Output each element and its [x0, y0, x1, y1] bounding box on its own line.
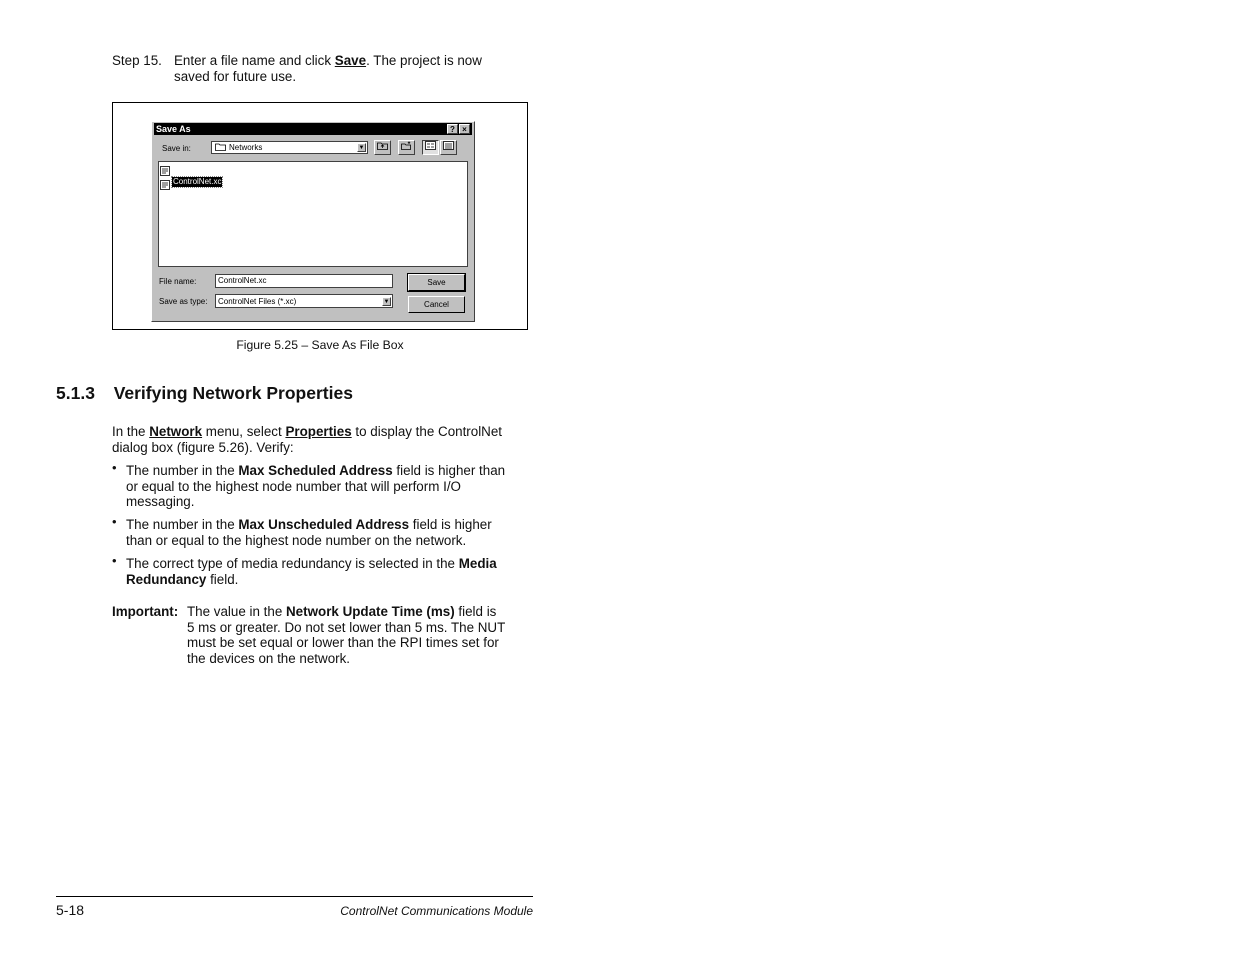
important-line2: 5 ms or greater. Do not set lower than 5 ms. The NUT — [187, 619, 506, 635]
bullet-3-line2-bold: Redundancy — [126, 571, 207, 587]
intro-text-b: menu, select — [202, 424, 286, 439]
bullet-2-text-b: field is higher — [409, 517, 492, 532]
important-text-a: The value in the — [187, 604, 287, 619]
bullet-3 — [126, 556, 536, 587]
file-name-input[interactable]: ControlNet.xc — [215, 274, 393, 288]
important-text — [187, 604, 532, 666]
save-as-type-dropdown[interactable] — [215, 294, 393, 308]
bullet-3-text-a: The correct type of media redundancy is selected in the — [126, 556, 459, 571]
file-list-item-2: ControlNet.xc — [173, 177, 222, 186]
chevron-down-icon[interactable]: ▼ — [358, 145, 365, 151]
footer-title: ControlNet Communications Module — [340, 904, 533, 918]
bullet-1-line2: or equal to the highest node number that will perform I/O — [126, 478, 461, 494]
important-line4: the devices on the network. — [187, 650, 351, 666]
dialog-titlebar — [154, 123, 472, 135]
bullet-2-line2: than or equal to the highest node number on the network. — [126, 532, 467, 548]
bullet-1-bold: Max Scheduled Address — [238, 463, 393, 478]
section-number: 5.1.3 — [56, 383, 95, 403]
bullet-1-text-a: The number in the — [126, 463, 239, 478]
intro-text-line2: dialog box (figure 5.26). Verify: — [112, 439, 294, 455]
important-label: Important: — [112, 604, 179, 619]
intro-paragraph — [112, 424, 532, 455]
cancel-button[interactable]: Cancel — [408, 296, 465, 313]
file-icon — [160, 177, 170, 195]
step-text-c: . The project is now — [366, 53, 482, 68]
step-text — [174, 53, 534, 84]
step-text-line2: saved for future use. — [174, 68, 297, 84]
file-list[interactable] — [158, 161, 468, 267]
bullet-2-bold: Max Unscheduled Address — [238, 517, 410, 532]
save-as-dialog — [151, 121, 475, 322]
intro-text-a: In the — [112, 424, 150, 439]
properties-ref: Properties — [285, 424, 352, 439]
dialog-title: Save As — [156, 124, 191, 134]
save-in-value: Networks — [229, 143, 263, 152]
bullet-3-line2: field. — [206, 571, 239, 587]
list-view-icon[interactable] — [422, 140, 439, 155]
page-number: 5-18 — [56, 902, 85, 918]
important-line3: must be set equal or lower than the RPI times set for — [187, 635, 499, 651]
bullet-dot-icon: • — [112, 514, 117, 529]
step-label: Step 15. — [112, 53, 162, 68]
save-in-label: Save in: — [162, 144, 191, 153]
save-button[interactable]: Save — [408, 274, 465, 291]
footer-rule — [56, 896, 533, 897]
bullet-1-line3: messaging. — [126, 494, 195, 510]
bullet-2-text-a: The number in the — [126, 517, 239, 532]
bullet-1 — [126, 463, 536, 510]
bullet-dot-icon: • — [112, 553, 117, 568]
new-folder-icon[interactable] — [398, 140, 415, 155]
important-text-b: field is — [454, 604, 497, 619]
bullet-1-text-b: field is higher than — [392, 463, 506, 478]
section-heading — [56, 383, 353, 403]
bullet-dot-icon: • — [112, 460, 117, 475]
bullet-2 — [126, 517, 536, 548]
step-save-word: Save — [334, 53, 367, 68]
figure-caption: Figure 5.25 – Save As File Box — [236, 338, 404, 352]
up-folder-icon[interactable] — [374, 140, 391, 155]
file-name-label: File name: — [159, 277, 197, 286]
folder-icon — [215, 142, 226, 154]
intro-text-c: to display the ControlNet — [351, 424, 503, 439]
details-view-icon[interactable] — [440, 140, 457, 155]
save-as-type-value: ControlNet Files (*.xc) — [218, 297, 297, 306]
save-as-type-label: Save as type: — [159, 297, 208, 306]
section-title: Verifying Network Properties — [113, 383, 353, 403]
help-icon[interactable]: ? — [447, 124, 458, 134]
close-icon[interactable]: × — [459, 124, 470, 134]
save-in-dropdown[interactable] — [211, 141, 368, 154]
chevron-down-icon[interactable]: ▼ — [383, 299, 390, 305]
step-text-a: Enter a file name and click — [174, 53, 335, 68]
network-menu-ref: Network — [149, 424, 203, 439]
bullet-3-bold: Media — [458, 556, 497, 571]
important-bold: Network Update Time (ms) — [286, 604, 455, 619]
